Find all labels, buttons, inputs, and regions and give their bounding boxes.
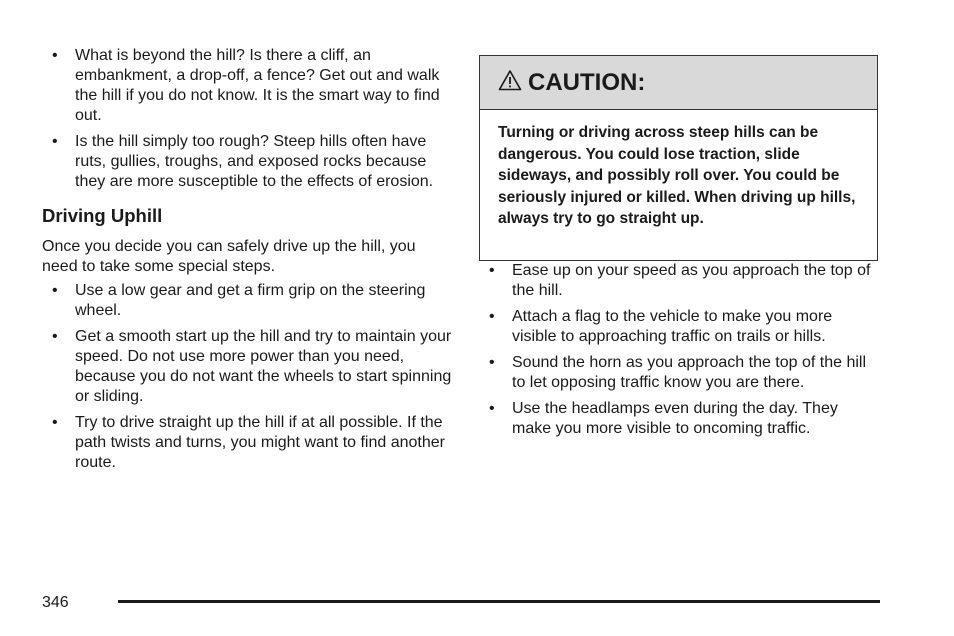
section-heading: Driving Uphill bbox=[42, 205, 163, 226]
list-item: • What is beyond the hill? Is there a cliff, an embankment, a drop-off, a fence? Get out and walk the hill if you do not know. It is the smart way to find out. bbox=[42, 46, 452, 126]
footer-divider bbox=[118, 600, 880, 603]
hill-check-list bbox=[42, 46, 452, 192]
list-item: • Use the headlamps even during the day. They make you more visible to oncoming traffic. bbox=[479, 399, 881, 439]
left-column bbox=[42, 46, 452, 479]
list-item: • Try to drive straight up the hill if at all possible. If the path twists and turns, you might want to find another route. bbox=[42, 413, 452, 473]
list-item: • Get a smooth start up the hill and try to maintain your speed. Do not use more power than you need, because you do not want the wheels to start spinning or sliding. bbox=[42, 327, 452, 407]
section-intro: Once you decide you can safely drive up the hill, you need to take some special steps. bbox=[42, 238, 416, 275]
warning-triangle-icon bbox=[498, 69, 522, 91]
list-item: • Ease up on your speed as you approach the top of the hill. bbox=[479, 261, 881, 301]
list-item: • Is the hill simply too rough? Steep hills often have ruts, gullies, troughs, and exposed rocks because they are more susceptible to the effects of erosion. bbox=[42, 132, 452, 192]
page-number: 346 bbox=[42, 594, 69, 611]
right-column bbox=[479, 55, 881, 445]
hilltop-tips-list bbox=[479, 261, 881, 439]
list-item: • Sound the horn as you approach the top of the hill to let opposing traffic know you are there. bbox=[479, 353, 881, 393]
list-item: • Attach a flag to the vehicle to make you more visible to approaching traffic on trails or hills. bbox=[479, 307, 881, 347]
caution-header bbox=[480, 56, 877, 110]
uphill-steps-list bbox=[42, 281, 452, 473]
caution-title: CAUTION: bbox=[528, 68, 646, 96]
list-item: • Use a low gear and get a firm grip on the steering wheel. bbox=[42, 281, 452, 321]
caution-box bbox=[479, 55, 878, 261]
caution-text: Turning or driving across steep hills can be dangerous. You could lose traction, slide sideways, and possibly roll over. You could be seriously injured or killed. When driving up hills, always try to go straight up. bbox=[498, 124, 856, 227]
